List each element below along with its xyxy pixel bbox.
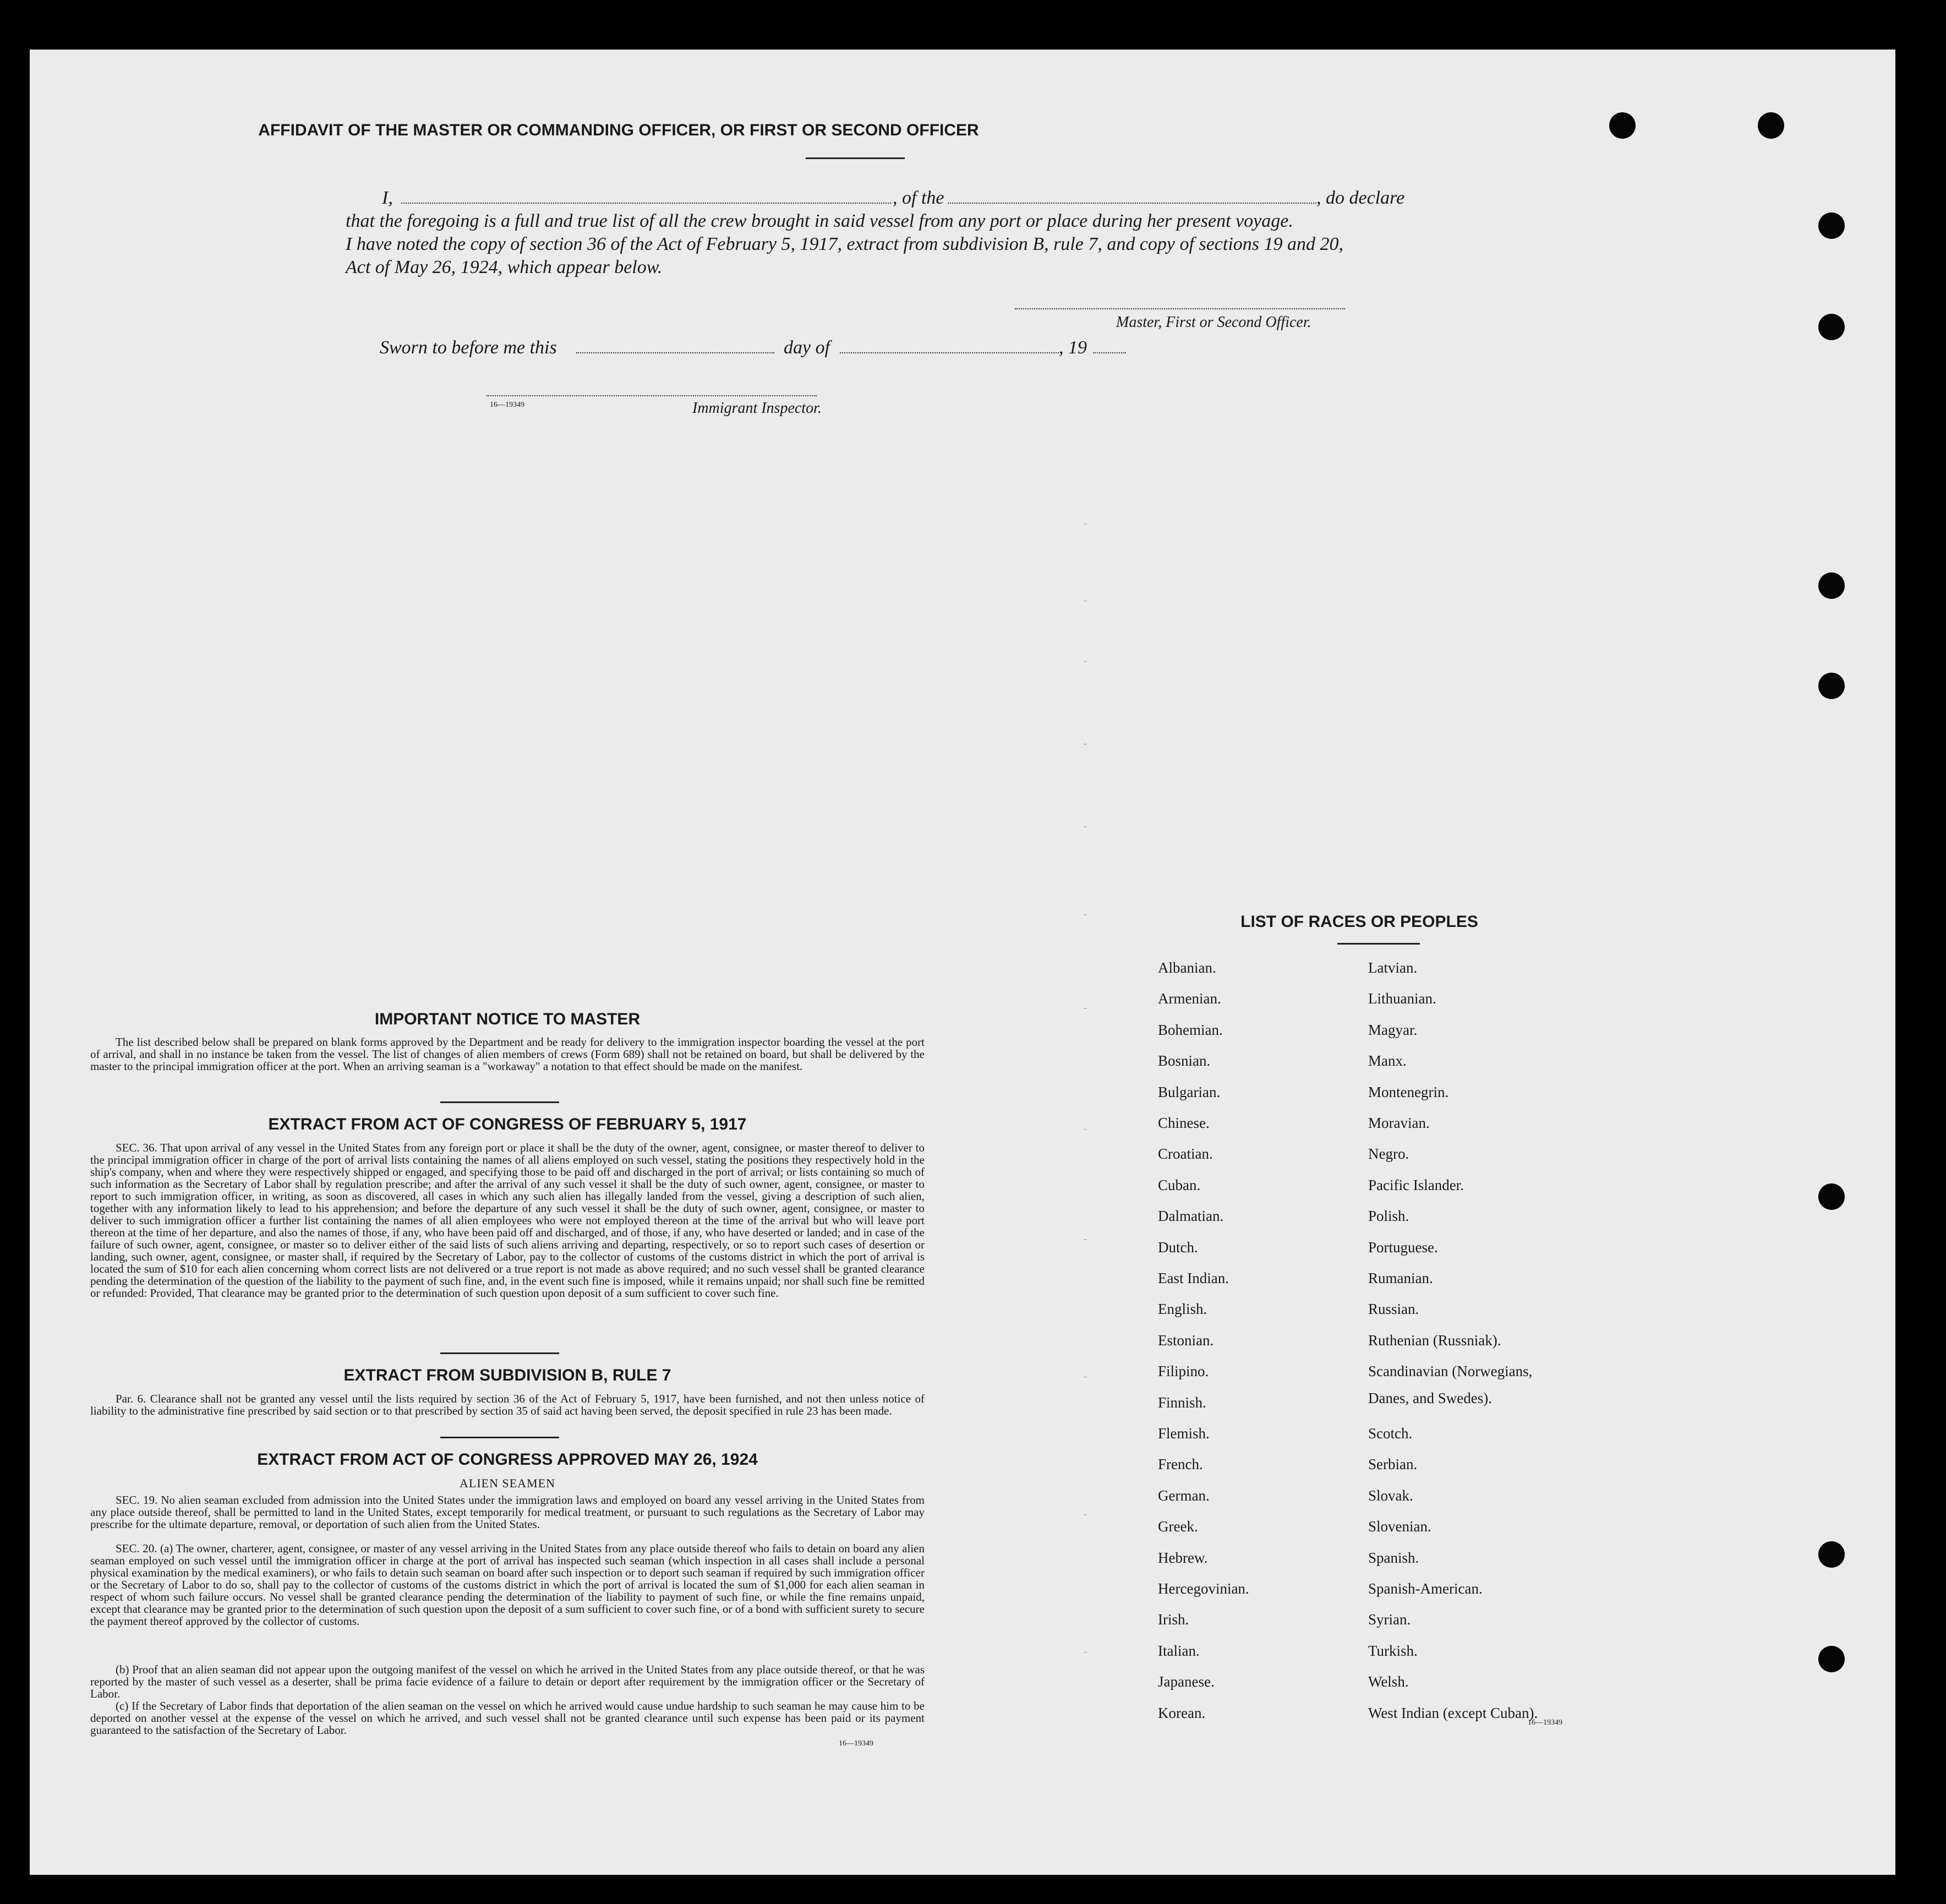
sworn-month-blank[interactable]	[840, 352, 1059, 353]
races-divider	[1337, 943, 1420, 945]
margin-mark: -	[1084, 820, 1087, 831]
margin-mark: -	[1084, 517, 1087, 528]
punch-hole	[1609, 112, 1636, 139]
race-item: Bohemian.	[1158, 1021, 1223, 1038]
extract-form-number: 16—19349	[839, 1739, 873, 1748]
race-item: Magyar.	[1368, 1021, 1418, 1038]
signature-blank[interactable]	[1015, 308, 1345, 309]
race-item: Spanish.	[1368, 1549, 1419, 1566]
race-item: Estonian.	[1158, 1332, 1214, 1349]
sec-20c-text: (c) If the Secretary of Labor finds that deportation of the alien seaman on the vessel on which he arrived would cause undue hardship to such seaman he may cause him to be deported on another vessel at the expense of the vessel on which he arrived, and such vessel shall not be granted clearance until such expense has been paid or its payment guaranteed to the satisfaction of the Secretary of Labor.	[90, 1699, 925, 1737]
sworn-label: Sworn to before me this	[380, 337, 557, 358]
race-item: Greek.	[1158, 1518, 1198, 1535]
races-heading: LIST OF RACES OR PEOPLES	[1240, 913, 1478, 931]
signature-label: Master, First or Second Officer.	[1116, 314, 1311, 331]
divider	[440, 1352, 559, 1354]
race-item: Slovenian.	[1368, 1518, 1431, 1535]
race-item: Armenian.	[1158, 990, 1221, 1007]
divider	[440, 1437, 559, 1438]
punch-hole	[1818, 1183, 1845, 1210]
race-item: Spanish-American.	[1368, 1580, 1483, 1597]
divider	[440, 1101, 559, 1103]
race-item: Pacific Islander.	[1368, 1176, 1464, 1193]
punch-hole	[1818, 572, 1845, 599]
punch-hole	[1818, 1646, 1845, 1672]
race-item: East Indian.	[1158, 1270, 1229, 1286]
margin-mark: -	[1084, 738, 1087, 749]
affidavit-heading: AFFIDAVIT OF THE MASTER OR COMMANDING OFFICER, OR FIRST OR SECOND OFFICER	[258, 121, 979, 139]
notice-text: The list described below shall be prepared on blank forms approved by the Department and be ready for delivery to the immigration inspector boarding the vessel at the port of arrival, and shall in no instance be taken from the vessel. The list of changes of alien members of crews (Form 689) shall not be retained on board, but shall be delivered by the master to the principal immigration officer at the port. When an arriving seaman is a "workaway" a notation to that effect should be made on the manifest.	[90, 1035, 925, 1073]
race-item: Bulgarian.	[1158, 1083, 1221, 1100]
race-item: Rumanian.	[1368, 1270, 1433, 1286]
race-item: Ruthenian (Russniak).	[1368, 1332, 1501, 1349]
race-item: German.	[1158, 1487, 1210, 1504]
sec-20a-text: SEC. 20. (a) The owner, charterer, agent, consignee, or master of any vessel arriving in the United States from any place outside thereof who fails to detain on board any alien seaman employed on such vessel until the immigration officer in charge at the port of arrival has inspected such seaman (which inspection in all cases shall include a personal physical examination by the medical examiners), or who fails to detain such seaman on board after such inspection or to deport such seaman if required by such immigration officer or the Secretary of Labor to do so, shall pay to the collector of customs of the customs district in which the port of arrival is located the sum of $1,000 for each alien seaman in respect of whom such failure occurs. No vessel shall be granted clearance pending the determination of the liability to payment of such fine, or while the fine remains unpaid, except that clearance may be granted prior to the determination of such question upon the deposit of a sum sufficient to cover such fine, or of a bond with sufficient surety to secure the payment thereof approved by the collector of customs.	[90, 1542, 925, 1628]
alien-seamen-subheading: ALIEN SEAMEN	[460, 1476, 555, 1490]
race-item: Chinese.	[1158, 1115, 1210, 1131]
race-item: Slovak.	[1368, 1487, 1413, 1504]
margin-mark: -	[1084, 908, 1087, 919]
sworn-year-blank[interactable]	[1093, 352, 1126, 353]
affidavit-line1	[382, 187, 393, 209]
affidavit-line1-c: , do declare	[1316, 188, 1405, 208]
affidavit-divider	[806, 157, 905, 159]
affidavit-line4: Act of May 26, 1924, which appear below.	[346, 257, 663, 277]
race-item: Manx.	[1368, 1052, 1407, 1070]
race-item: Portuguese.	[1368, 1239, 1438, 1256]
race-scandinavian-continued: Danes, and Swedes).	[1368, 1390, 1492, 1406]
punch-hole	[1818, 212, 1845, 239]
inspector-label: Immigrant Inspector.	[692, 400, 822, 417]
race-item: Scandinavian (Norwegians,	[1368, 1363, 1533, 1380]
sworn-day-blank[interactable]	[576, 352, 774, 353]
race-item: Finnish.	[1158, 1394, 1206, 1411]
race-item: Irish.	[1158, 1611, 1189, 1628]
extract-1917-heading: EXTRACT FROM ACT OF CONGRESS OF FEBRUARY 5, 1917	[268, 1115, 747, 1133]
margin-mark: -	[1084, 655, 1087, 666]
race-item: Turkish.	[1368, 1642, 1418, 1659]
subdivision-b-heading: EXTRACT FROM SUBDIVISION B, RULE 7	[343, 1366, 671, 1384]
margin-mark: -	[1084, 1233, 1087, 1244]
margin-mark: -	[1084, 1646, 1087, 1657]
punch-hole	[1758, 112, 1784, 139]
margin-mark: -	[1084, 594, 1087, 605]
race-item: Lithuanian.	[1368, 990, 1436, 1007]
punch-hole	[1818, 314, 1845, 340]
sec-20b-text: (b) Proof that an alien seaman did not appear upon the outgoing manifest of the vessel on which he arrived in the United States from any place outside thereof, or that he was reported by the master of such vessel as a deserter, shall be prima facie evidence of a failure to detain or deport after requirement by the immigration officer or the Secretary of Labor.	[90, 1663, 925, 1700]
race-item: Bosnian.	[1158, 1052, 1211, 1070]
margin-mark: -	[1084, 1371, 1087, 1382]
sworn-year-prefix: , 19	[1059, 337, 1087, 358]
notice-heading: IMPORTANT NOTICE TO MASTER	[374, 1010, 641, 1028]
subdivision-b-text: Par. 6. Clearance shall not be granted any vessel until the lists required by section 36 of the Act of February 5, 1917, have been furnished, and not then unless notice of liability to the administrative fine prescribed by said section or to that prescribed by section 35 of said act having been served, the deposit specified in rule 23 has been made.	[90, 1392, 925, 1417]
race-item: Moravian.	[1368, 1115, 1430, 1131]
extract-1924-heading: EXTRACT FROM ACT OF CONGRESS APPROVED MAY 26, 1924	[257, 1450, 758, 1469]
race-item: Montenegrin.	[1368, 1083, 1449, 1100]
race-item: Latvian.	[1368, 959, 1418, 976]
race-item: French.	[1158, 1456, 1203, 1473]
race-item: Serbian.	[1368, 1456, 1418, 1473]
margin-mark: -	[1084, 1123, 1087, 1134]
race-item: Syrian.	[1368, 1611, 1411, 1628]
race-item: Hercegovinian.	[1158, 1580, 1249, 1597]
race-item: English.	[1158, 1301, 1207, 1318]
extract-1917-text: SEC. 36. That upon arrival of any vessel in the United States from any foreign port or place it shall be the duty of the owner, agent, consignee, or master thereof to deliver to the principal immigration officer in charge of the port of arrival lists containing the names of all aliens employed on such vessel, stating the positions they respectively hold in the ship's company, when and where they were respectively shipped or engaged, and specifying those to be paid off and discharged in the port of arrival; or lists containing so much of such information as the Secretary of Labor shall by regulation prescribe; and after the arrival of any such vessel it shall be the duty of such owner, agent, consignee, or master to report to such immigration officer, in writing, as soon as discovered, all cases in which any such alien has illegally landed from the vessel, giving a description of such alien, together with any information likely to lead to his apprehension; and before the departure of any such vessel it shall be the duty of such owner, agent, consignee, or master to deliver to such immigration officer a further list containing the names of all alien employees who were not employed thereon at the time of the arrival but who will leave port thereon at the time of her departure, and also the names of those, if any, who have been paid off and discharged, and of those, if any, who have deserted or landed; and in case of the failure of such owner, agent, consignee, or master so to deliver either of the said lists of such aliens arriving and departing, respectively, or so to report such cases of desertion or landing, such owner, agent, consignee, or master shall, if required by the Secretary of Labor, pay to the collector of customs of the customs district in which the port of arrival is located the sum of $10 for each alien concerning whom correct lists are not delivered or a true report is not made as above required; and no such vessel shall be granted clearance pending the determination of the question of the liability to the payment of such fine, and, in the event such fine is imposed, while it remains unpaid; nor shall such fine be remitted or refunded: Provided, That clearance may be granted prior to the determination of such question upon deposit of a sum sufficient to cover such fine.	[90, 1141, 925, 1300]
margin-mark: -	[1084, 1508, 1087, 1519]
form-page	[30, 50, 1895, 1875]
race-item: Hebrew.	[1158, 1549, 1208, 1566]
affidavit-line1-b: , of the	[893, 188, 944, 208]
race-item: Scotch.	[1368, 1425, 1413, 1442]
race-item: Albanian.	[1158, 959, 1216, 976]
sec-19-text: SEC. 19. No alien seaman excluded from admission into the United States under the immigration laws and employed on board any vessel arriving in the United States from any place outside thereof, shall be permitted to land in the United States, except temporarily for medical treatment, or pursuant to such regulations as the Secretary of Labor may prescribe for the ultimate departure, removal, or deportation of such alien from the United States.	[90, 1493, 925, 1531]
margin-mark: -	[1084, 1002, 1087, 1013]
vessel-blank[interactable]	[948, 203, 1316, 204]
name-blank[interactable]	[401, 203, 891, 204]
affidavit-line1-a: I,	[382, 188, 393, 208]
race-item: Welsh.	[1368, 1673, 1409, 1690]
race-item: Filipino.	[1158, 1363, 1209, 1380]
affidavit-line2: that the foregoing is a full and true list of all the crew brought in said vessel from any port or place during her present voyage.	[346, 211, 1293, 231]
race-item: Dutch.	[1158, 1239, 1198, 1256]
affidavit-line3: I have noted the copy of section 36 of the Act of February 5, 1917, extract from subdivision B, rule 7, and copy of sections 19 and 20,	[346, 234, 1344, 254]
inspector-signature-blank[interactable]	[487, 395, 817, 396]
race-item: Japanese.	[1158, 1673, 1215, 1690]
affidavit-form-number: 16—19349	[490, 401, 524, 409]
race-item: Polish.	[1368, 1208, 1409, 1225]
sworn-day-of: day of	[784, 337, 830, 358]
race-item: Negro.	[1368, 1145, 1409, 1163]
punch-hole	[1818, 1541, 1845, 1568]
race-item: Russian.	[1368, 1301, 1419, 1318]
race-item: Croatian.	[1158, 1145, 1213, 1163]
races-form-number: 16—19349	[1528, 1718, 1562, 1727]
race-item: Cuban.	[1158, 1176, 1201, 1193]
race-item: Flemish.	[1158, 1425, 1210, 1442]
race-item: Dalmatian.	[1158, 1208, 1224, 1225]
race-item: Korean.	[1158, 1704, 1206, 1721]
punch-hole	[1818, 673, 1845, 699]
race-item: Italian.	[1158, 1642, 1200, 1659]
race-item: West Indian (except Cuban).	[1368, 1704, 1538, 1721]
